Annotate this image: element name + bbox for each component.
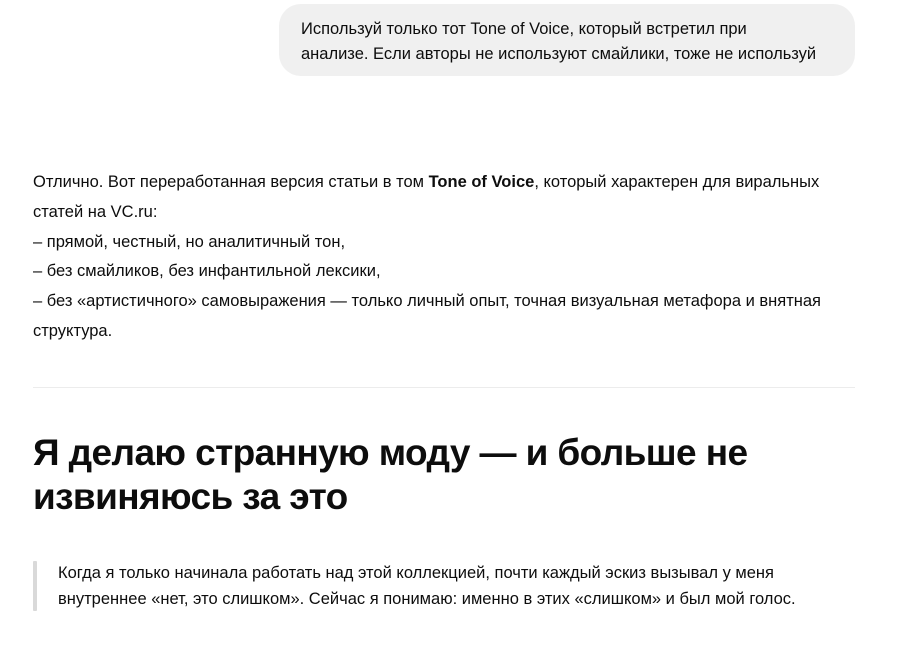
assistant-response xyxy=(33,168,858,347)
section-divider xyxy=(33,387,855,388)
bullet-item: – без смайликов, без инфантильной лексики, xyxy=(33,262,381,281)
article-blockquote xyxy=(33,560,853,612)
user-message-line-1: Используй только тот Tone of Voice, который встретил при xyxy=(301,20,747,38)
blockquote-line-2: внутреннее «нет, это слишком». Сейчас я понимаю: именно в этих «слишком» и был мой голос. xyxy=(58,590,796,608)
blockquote-text xyxy=(58,560,853,612)
article-title: Я делаю странную моду — и больше не извиняюсь за это xyxy=(33,432,748,517)
user-message-bubble xyxy=(279,4,855,76)
intro-text-end: , который характерен для виральных статей на VC.ru: xyxy=(33,173,820,221)
intro-text-start: Отлично. Вот переработанная версия статьи в том xyxy=(33,173,429,191)
bullet-item: – прямой, честный, но аналитичный тон, xyxy=(33,232,346,251)
blockquote-line-1: Когда я только начинала работать над этой коллекцией, почти каждый эскиз вызывал у меня xyxy=(58,564,774,582)
user-message-line-2: анализе. Если авторы не используют смайлики, тоже не используй xyxy=(301,45,817,63)
assistant-intro xyxy=(33,168,858,228)
intro-bold-term: Tone of Voice xyxy=(428,173,535,191)
bullet-item: – без «артистичного» самовыражения — только личный опыт, точная визуальная метафора и внятная структура. xyxy=(33,292,821,340)
blockquote-bar xyxy=(33,561,37,611)
